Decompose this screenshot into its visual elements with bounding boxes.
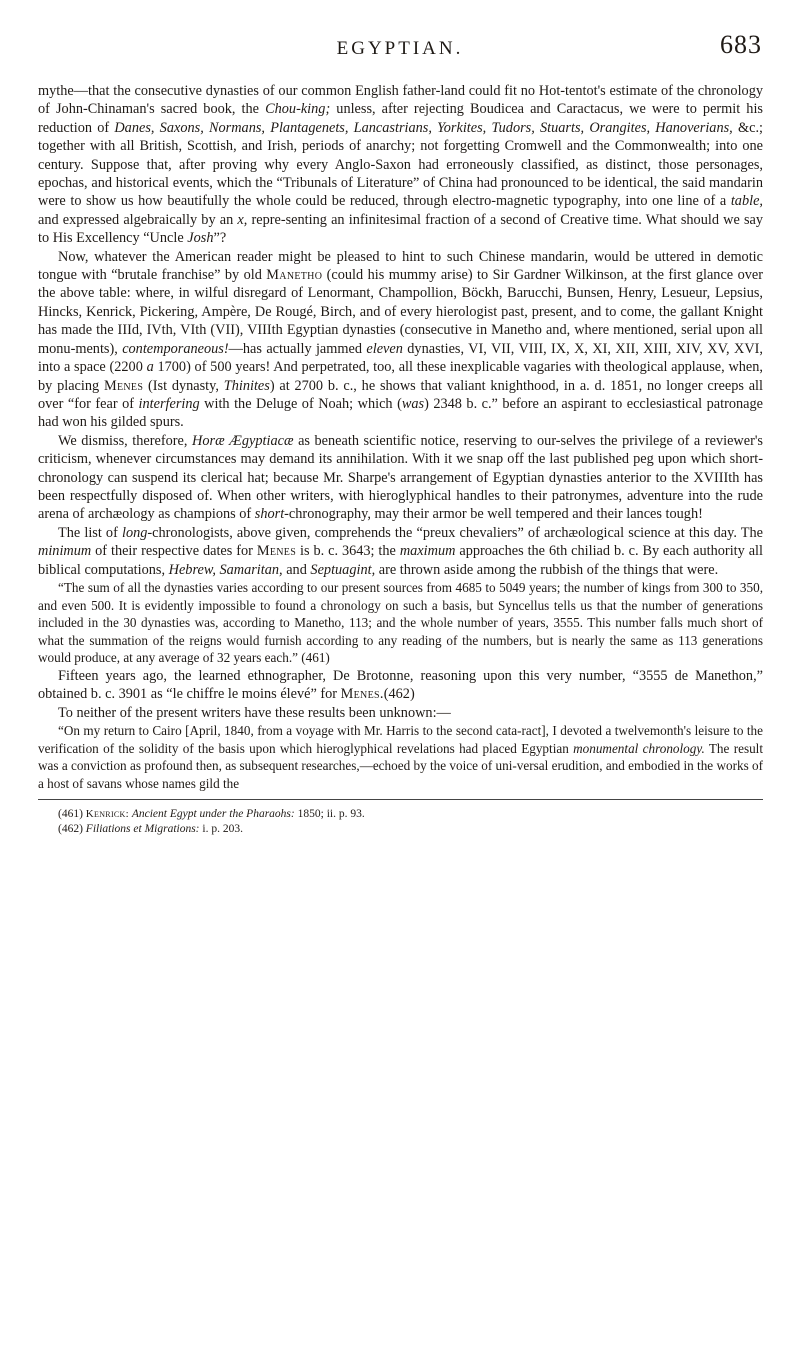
footnote-461: (461) Kenrick: Ancient Egypt under the Pharaohs: 1850; ii. p. 93. (58, 807, 365, 820)
running-head (0, 30, 800, 70)
footnote-divider (38, 799, 763, 800)
page-number: 683 (720, 30, 762, 59)
paragraph-4: The list of long-chronologists, above given, comprehends the “preux chevaliers” of archæological science at this day. The minimum of their respective dates for Menes is b. c. 3643; the maximum approaches the 6th chiliad b. c. By each authority all biblical computations, Hebrew, Samaritan, and Septuagint, are thrown aside among the rubbish of the things that were. (38, 524, 763, 578)
quote-text: “On my return to Cairo [April, 1840, from a voyage with Mr. Harris to the second cata-ract], I devoted a twelvemonth's leisure to the verification of the solidity of the basis upon which hieroglyphical revelations had placed Egyptian monumental chronology. The result was a conviction as profound then, as subsequent researches,—echoed by the voice of uni-versal erudition, and embodied in the works of a host of savans whose names gild the (38, 723, 764, 791)
quote-text: “The sum of all the dynasties varies according to our present sources from 4685 to 5049 years; the number of kings from 300 to 350, and even 500. It is evidently impossible to found a chronology on such a basis, but Syncellus tells us that the number of generations included in the 30 dynasties was, according to Manetho, 113; and the whole number of years, 3555. This number falls much short of what the summation of the reigns would furnish according to any reading of the numbers, but is nearly the same as 113 generations would produce, at any average of 32 years each.” (461) (38, 579, 763, 666)
footnotes (38, 807, 763, 837)
paragraph-2: Now, whatever the American reader might be pleased to hint to such Chinese mandarin, would be uttered in demotic tongue with “brutale franchise” by old Manetho (could his mummy arise) to Sir Gardner Wilkinson, at the first glance over the above table: where, in wilful disregard of Lenormant, Champollion, Böckh, Barucchi, Bunsen, Henry, Lesueur, Lepsius, Hincks, Kenrick, Pickering, Ampère, De Rougé, Birch, and of every hierologist past, present, and to come, the gallant Knight has made the IIId, IVth, VIth (VII), VIIIth Egyptian dynasties (consecutive in Manetho and, where mentioned, serial upon all monu-ments), contemporaneous!—has actually jammed eleven dynasties, VI, VII, VIII, IX, X, XI, XII, XIII, XIV, XV, XVI, into a space (2200 a 1700) of 500 years! And perpetrated, too, all these inexplicable vagaries with theological applause, when, by placing Menes (Ist dynasty, Thinites) at 2700 b. c., he shows that valiant knighthood, in a. d. 1851, no longer creeps all over “for fear of interfering with the Deluge of Noah; which (was) 2348 b. c.” before an aspirant to ecclesiastical patronage had won his gilded spurs. (38, 248, 764, 431)
footnote-462: (462) Filiations et Migrations: i. p. 203. (58, 822, 243, 835)
running-title: EGYPTIAN. (336, 38, 464, 59)
paragraph-6: To neither of the present writers have these results been unknown:— (58, 704, 451, 721)
paragraph-5: Fifteen years ago, the learned ethnographer, De Brotonne, reasoning upon this very number, “3555 de Manethon,” obtained b. c. 3901 as “le chiffre le moins élevé” for Menes.(462) (38, 667, 763, 703)
block-quote-1 (38, 579, 763, 667)
body-text (38, 82, 763, 837)
paragraph-3: We dismiss, therefore, Horæ Ægyptiacæ as beneath scientific notice, reserving to our-selves the privilege of a reviewer's criticism, whenever circumstances may demand its annihilation. With it we snap off the last published peg upon which short-chronology can suspend its clerical hat; because Mr. Sharpe's arrangement of Egyptian dynasties anterior to the XVIIIth has been respectfully disposed of. When other writers, with hieroglyphical handles to their patronymes, adventure into the rude arena of archæology as champions of short-chronography, may their armor be well tempered and their lances tough! (38, 432, 763, 523)
block-quote-2 (38, 722, 763, 792)
paragraph-1: mythe—that the consecutive dynasties of our common English father-land could fit no Hot-tentot's estimate of the chronology of John-Chinaman's sacred book, the Chou-king; unless, after rejecting Boudicea and Caractacus, we were to permit his reduction of Danes, Saxons, Normans, Plantagenets, Lancastrians, Yorkites, Tudors, Stuarts, Orangites, Hanoverians, &c.; together with all British, Scottish, and Irish, periods of anarchy; not forgetting Cromwell and the Commonwealth; into one century. Suppose that, after proving why every Anglo-Saxon had erroneously classified, as distinct, those personages, epochas, and historical events, which the “Tribunals of Literature” of China had pronounced to be identical, the said mandarin were to show us how beautifully the whole could be reduced, through electro-magnetic typography, into one line of a table, and expressed algebraically by an x, repre-senting an infinitesimal fraction of a second of Creative time. What should we say to His Excellency “Uncle Josh”? (38, 83, 764, 247)
